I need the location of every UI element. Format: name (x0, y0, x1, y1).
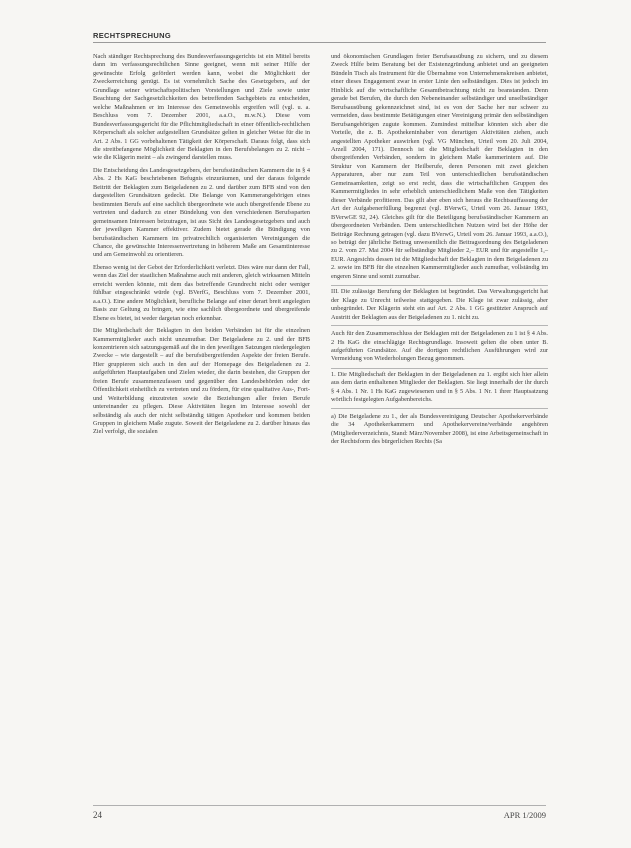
right-column (331, 53, 548, 450)
numbered-paragraph-boxed: 1. Die Mitgliedschaft der Beklagten in der Beigeladenen zu 1. ergibt sich hier allein aus dem darin enthaltenen Mitglieder der Beklagten. Sie liegt innerhalb der ihr durch § 4 Abs. 1 Nr. 1 Hs KaG zugewiesenen und in § 5 Abs. 1 Nr. 1 ihrer Hauptsatzung wörtlich festgelegten Aufgabenbereichs. (331, 368, 548, 409)
left-column (93, 53, 310, 441)
body-paragraph: Die Mitgliedschaft der Beklagten in den beiden Verbänden ist für die einzelnen Kammermitglieder auch nicht unzumutbar. Der Beigeladene zu 2. und der BFB konzentrieren sich satzungsgemäß auf die in den jeweiligen Satzungen niedergelegten Zwecke – wie dargestellt – auf die berufsübergreifenden Aspekte der freien Berufe. Hier gruppieren sich auch in den auf der Homepage des Beigeladenen zu 2. aufgeführten Hauptaufgaben und Zielen wieder, die darin bestehen, die Gruppen der freien Berufe zusammenzufassen und gegenüber den Landesbehörden oder der Öffentlichkeit einheitlich zu vertreten und zu fördern, für eine qualitative Aus-, Fort- und Weiterbildung einzutreten sowie die Beziehungen aller freien Berufe untereinander zu pflegen. Diese Aktivitäten liegen im Interesse sowohl der selbständig als auch der nicht selbständig tätigen Apotheker und kommen beiden Gruppen in gleichem Maße zugute. Soweit der Beigeladene zu 2. darüber hinaus das Ziel verfolgt, die sozialen (93, 327, 310, 436)
section-header: RECHTSPRECHUNG (93, 31, 171, 40)
body-paragraph: a) Die Beigeladene zu 1., der als Bundesvereinigung Deutscher Apothekerverbände die 34 Apothekerkammern und Apothekervereine/verbände angehören (Mitgliederverzeichnis, Stand: März/November 2008), ist eine Arbeitsgemeinschaft in der Rechtsform des bürgerlichen Rechts (Sa (331, 412, 549, 446)
journal-issue: APR 1/2009 (503, 810, 546, 820)
body-paragraph: Auch für den Zusammenschluss der Beklagten mit der Beigeladenen zu 1 ist § 4 Abs. 2 Hs KaG die einschlägige Rechtsgrundlage. Insoweit gelten die oben unter B. aufgeführten Grundsätze. Auf die dortigen rechtlichen Ausführungen wird zur Vermeidung von Wiederholungen Bezug genommen. (331, 330, 548, 363)
page-number: 24 (93, 810, 102, 820)
body-paragraph: Nach ständiger Rechtsprechung des Bundesverfassungsgerichts ist ein Mittel bereits dann im verfassungsrechtlichen Sinne geeignet, wenn mit seiner Hilfe der gewünschte Erfolg gefördert werden kann, wobei die Möglichkeit der Zweckerreichung genügt. Es ist vornehmlich Sache des Gesetzgebers, auf der Grundlage seiner wirtschaftspolitischen Vorstellungen und Ziele sowie unter Beachtung der Sachgesetzlichkeiten des betreffenden Sachgebiets zu entscheiden, welche Maßnahmen er im Interesse des Gemeinwohls ergreifen will (vgl. u. a. Beschluss vom 7. Dezember 2001, a.a.O., m.w.N.). Diese vom Bundesverfassungsgericht für die Pflichtmitgliedschaft in einer öffentlich-rechtlichen Körperschaft als solcher aufgestellten Grundsätze gelten in gleicher Weise für die in Art. 2 Abs. 1 GG vorbehaltenen Tätigkeit der Körperschaft. Daraus folgt, dass sich die streitbefangene Möglichkeit der Beklagten in den Berufsbelangen zu 2. nicht – wie die Klägerin meint – als zwingend darstellen muss. (93, 53, 310, 162)
body-paragraph: Ebenso wenig ist der Gebot der Erforderlichkeit verletzt. Dies wäre nur dann der Fall, wenn das Ziel der staatlichen Maßnahme auch mit anderen, gleich wirksamen Mitteln erreicht werden könnte, mit dem das betreffende Grundrecht nicht oder weniger fühlbar eingeschränkt würde (vgl. BVerfG, Beschluss vom 7. Dezember 2001, a.a.O.). Eine andere Möglichkeit, berufliche Belange auf einer derart breit angelegten Basis zur Geltung zu bringen, wie eine sachlich übergeordnete und übergreifende Ebene es bietet, ist weder dargetan noch erkennbar. (93, 263, 310, 322)
section-paragraph-boxed: III. Die zulässige Berufung der Beklagten ist begründet. Das Verwaltungsgericht hat der Klage zu Unrecht teilweise stattgegeben. Die Klage ist zwar zulässig, aber unbegründet. Der Klägerin steht ein auf Art. 2 Abs. 1 GG gestützter Anspruch auf Austritt der Beklagten aus der Beigeladenen zu 1. nicht zu. (331, 285, 548, 326)
footer-divider (93, 805, 546, 806)
header-divider (93, 42, 546, 43)
body-paragraph: und ökonomischen Grundlagen freier Berufsausübung zu sichern, und zu diesem Zweck Hilfe beim Beratung bei der Existenzgründung anbietet und an geeigneten Bündeln Tisch als Instrument für die Übernahme von Unternehmenskreisen anbietet, einer dieses Engagement zwar in erster Linie den selbständigen. Dies ist jedoch im Hinblick auf die wirtschaftliche Gesamtbetrachtung nicht zu beanstanden. Denn gerade bei Berufen, die durch den Nebeneinander selbständiger und unselbständiger Berufsausübung gekennzeichnet sind, ist es von der Sache her nur schwer zu vermeiden, dass bestimmte Betätigungen einer Vereinigung primär den selbständigen Berufsangehörigen zugute kommen. Zumindest mittelbar könnten sich aber die Vorteile, die z. B. Apothekeninhaber von derartigen Aktivitäten ziehen, auch angestellten Apotheker auswirken (vgl. VG München, Urteil vom 20. Juli 2004, Arzell 2004, 171). Dennoch ist die Mitgliedschaft der Beklagten in den übergreifenden Verbänden, sondern in gleichem Maße kammerintern auf. Die Struktur von Kammern der Heilberufe, deren Personen mit zwei gleichen Apparaturen, aber nur zum Teil von unterschiedlichen berufsständischen Gemeinsamkeiten, zeigt so erst recht, dass die wirtschaftlichen Gruppen des Kammermitgliedes in sehr erheblich unterschiedlichem Maße von den Tätigkeiten dieser Verbände profitieren. Das gilt aber eben sich heraus die Rechtsauffassung der Art der Aufgabenerfüllung begrenzt (vgl. BVerwG, Urteil vom 26. Januar 1993, BVerwGE 92, 24). Gleiches gilt für die Beteiligung berufsständischer Kammern an übergeordneten Verbänden. Dem unterschiedlichen Nutzen wird bei der Höhe der Beiträge Rechnung getragen (vgl. dazu BVerwG, Urteil vom 26. Januar 1993, a.a.O.), so beträgt der jährliche Beitrag unwesentlich die Beitragsordnung des Beigeladenen zu 2. vom 27. Mai 2004 für selbständige Mitglieder 2,– EUR und für angestellte 1,– EUR. Angesichts dessen ist die Mitgliedschaft der Beklagten in dem Beigeladenen zu 2. sowie im BFB für die einzelnen Kammermitglieder auch zumutbar, vollständig im engeren Sinne und somit zumutbar. (331, 53, 548, 280)
body-paragraph: Die Entscheidung des Landesgesetzgebers, der berufsständischen Kammern die in § 4 Abs. 2 Hs KaG beschriebenen Befugnis einzuräumen, und der daraus folgende Beitritt der Beklagten zum Beigeladenen zu 2. und darüber zum BFB sind von den dargestellten Grundsätzen gedeckt. Die Belange von Kammerangehörigen eines bestimmten Berufs auf eine sachlich übergeordnete wie auch übergreifende Ebene zu vertreten und dadurch zu einer Bündelung von den verschiedenen Berufssparten gemeinsamen Interessen beizutragen, ist aus Sicht des Landesgesetzgebers und auch der jeweiligen Kammer effektiver. Zudem bietet gerade die Bündigung von berufsständischen Kammern im privatrechtlich organisierten Vereinigungen die Chance, die gewünschte Interessenvertretung in höherem Maße am Gesamtinteresse und am Gemeinwohl zu orientieren. (93, 166, 310, 259)
